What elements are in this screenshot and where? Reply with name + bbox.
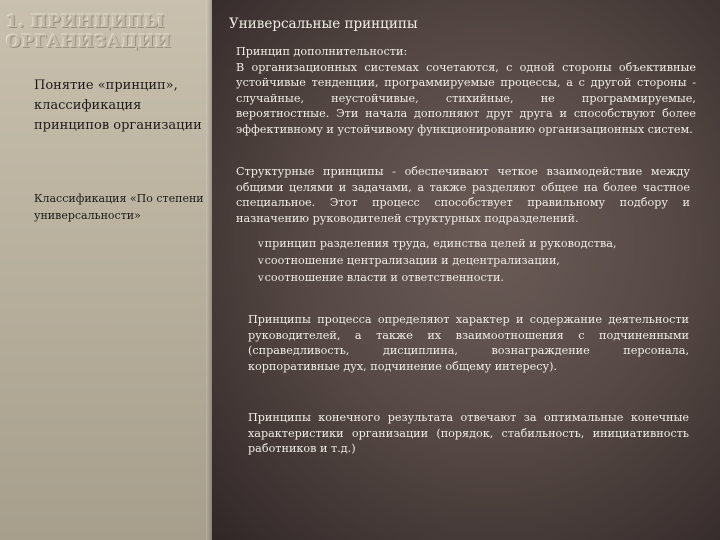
complementarity-heading: Принцип дополнительности: [236,45,408,58]
checkmark-bullet-icon: v [258,239,264,250]
list-item-text: принцип разделения труда, единства целей и руководства, [264,237,617,250]
slide-title [6,12,206,52]
result-principles-paragraph: Принципы конечного результата отвечают за оптимальные конечные характеристики организации (порядок, стабильность, инициативность работников и т.д.) [248,411,689,455]
list-item [258,253,698,270]
process-principles-paragraph: Принципы процесса определяют характер и содержание деятельности руководителей, а также их взаимоотношения с подчиненными (справедливость, дисциплина, вознаграждение персонала, корпоративные дух, подчинение общему интересу). [248,313,689,373]
list-item [258,236,698,253]
list-item-text: соотношение власти и ответственности. [264,271,504,284]
sidebar-concept-text: Понятие «принцип», классификация принципов организации [34,78,202,133]
checkmark-bullet-icon: v [258,273,264,284]
structural-principles-list [258,236,698,287]
complementarity-body: В организационных системах сочетаются, с одной стороны объективные устойчивые тенденции, программируемые процессы, а с другой стороны - случайные, неустойчивые, стихийные, не программируемые, вероятностные. Эти начала дополняют друг друга и способствуют более эффективному и устойчивому функционированию организационных систем. [236,60,696,136]
slide-title-line-2: ОРГАНИЗАЦИИ [6,32,172,52]
structural-principles-paragraph: Структурные принципы - обеспечивают четкое взаимодействие между общими целями и задачами, а также разделяют общее на более частное специальное. Этот процесс способствует правильному подбору и назначению руководителей структурных подразделений. [236,165,690,225]
checkmark-bullet-icon: v [258,256,264,267]
list-item-text: соотношение централизации и децентрализации, [264,254,560,267]
list-item [258,270,698,287]
slide-title-line-1: 1. ПРИНЦИПЫ [6,12,166,32]
sidebar-classification-text: Классификация «По степени универсальности» [34,192,204,222]
complementarity-paragraph [236,44,696,137]
section-header: Универсальные принципы [229,16,418,32]
